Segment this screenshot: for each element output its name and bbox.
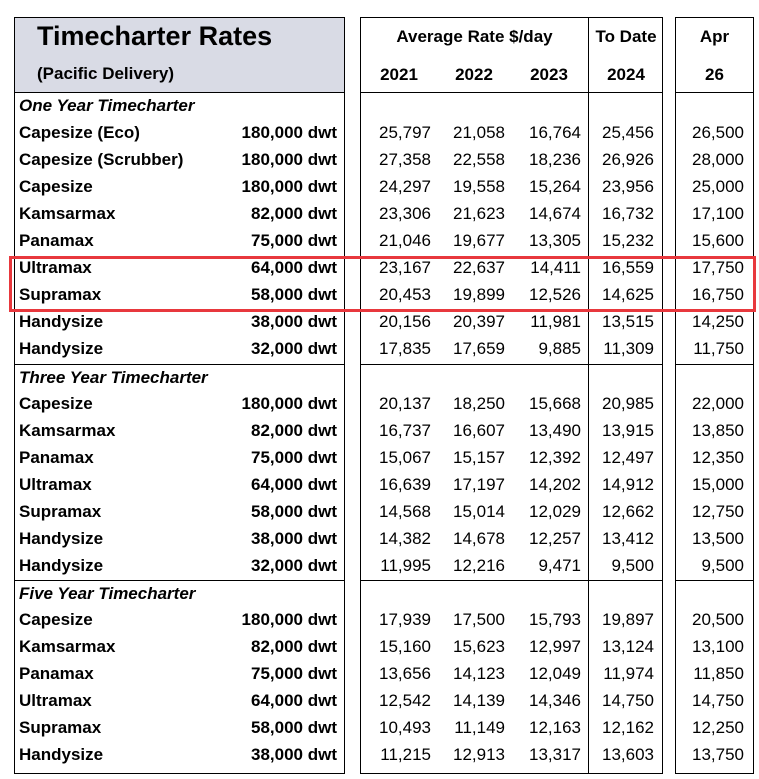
vessel-dwt: 64,000 dwt (251, 258, 337, 278)
value-apr-26: 13,100 (692, 637, 744, 656)
vessel-name: Ultramax (19, 691, 92, 711)
value-2021: 16,639 (379, 474, 431, 494)
table-row (361, 201, 662, 228)
value-2021: 20,453 (379, 285, 431, 305)
table-row (361, 499, 662, 526)
table-row (15, 661, 344, 688)
year-2021-label: 2021 (380, 65, 418, 84)
value-2022: 22,558 (453, 150, 505, 170)
section-title: Three Year Timecharter (19, 367, 208, 387)
value-2023: 15,793 (529, 609, 581, 629)
section-title: Five Year Timecharter (19, 583, 196, 603)
value-2024-to-date: 11,974 (603, 664, 654, 684)
page-title: Timecharter Rates (37, 21, 273, 51)
value-2023: 13,305 (529, 231, 581, 251)
table-row (15, 445, 344, 472)
value-2024-to-date: 13,515 (602, 312, 654, 332)
section-header-row (15, 93, 344, 120)
vessel-name: Panamax (19, 231, 94, 251)
value-apr-26: 11,850 (693, 664, 744, 684)
value-2024-to-date: 23,956 (602, 177, 654, 197)
table-row (15, 201, 344, 228)
vessel-name: Supramax (19, 718, 102, 738)
page-subtitle: (Pacific Delivery) (37, 64, 175, 83)
vessel-dwt: 180,000 dwt (241, 609, 337, 629)
table-row (676, 553, 753, 580)
value-2024-to-date: 13,412 (602, 528, 654, 548)
table-row (15, 174, 344, 201)
value-2022: 17,659 (453, 339, 505, 359)
table-row (15, 418, 344, 445)
vessel-name: Handysize (19, 528, 104, 548)
value-2022: 15,623 (453, 637, 505, 656)
vessel-name: Handysize (19, 312, 104, 332)
value-2023: 15,264 (529, 177, 581, 197)
table-row (15, 607, 344, 634)
value-2022: 14,123 (453, 664, 505, 684)
value-2021: 16,737 (379, 420, 431, 440)
value-apr-26: 14,250 (692, 312, 744, 332)
current-rate-header (676, 18, 753, 93)
table-row (676, 228, 753, 255)
value-2022: 19,558 (453, 177, 505, 197)
value-apr-26: 25,000 (692, 177, 744, 197)
value-2021: 20,137 (379, 393, 431, 413)
value-2024-to-date: 25,456 (602, 123, 654, 143)
value-2021: 12,542 (379, 691, 431, 711)
section-spacer-row (676, 580, 753, 607)
value-2021: 27,358 (379, 150, 431, 170)
value-2022: 17,197 (453, 474, 505, 494)
vessel-dwt: 180,000 dwt (241, 150, 337, 170)
value-2021: 20,156 (379, 312, 431, 332)
value-2024-to-date: 15,232 (602, 231, 654, 251)
average-rate-block (360, 17, 663, 774)
value-2022: 19,677 (453, 231, 505, 251)
vessel-dwt: 75,000 dwt (251, 447, 337, 467)
table-row (15, 526, 344, 553)
day-label: 26 (705, 65, 724, 84)
table-row (676, 418, 753, 445)
table-row (15, 147, 344, 174)
value-2021: 23,167 (379, 258, 431, 278)
table-row (676, 309, 753, 336)
value-apr-26: 12,250 (692, 718, 744, 738)
value-apr-26: 12,750 (692, 501, 744, 521)
table-row (676, 526, 753, 553)
value-2023: 13,490 (529, 420, 581, 440)
table-row (676, 607, 753, 634)
month-label: Apr (699, 27, 730, 46)
section-header-row (15, 580, 344, 607)
value-2024-to-date: 12,662 (602, 501, 654, 521)
value-2024-to-date: 13,124 (602, 637, 654, 656)
value-apr-26: 26,500 (692, 123, 744, 143)
value-2024-to-date: 26,926 (602, 150, 654, 170)
vessel-dwt: 75,000 dwt (251, 231, 337, 251)
value-apr-26: 14,750 (692, 691, 744, 711)
vessel-dwt: 180,000 dwt (241, 177, 337, 197)
value-2023: 18,236 (529, 150, 581, 170)
vessel-dwt: 58,000 dwt (251, 285, 337, 305)
vessel-dwt: 180,000 dwt (241, 123, 337, 143)
value-2024-to-date: 11,309 (603, 339, 654, 359)
vessel-dwt: 64,000 dwt (251, 474, 337, 494)
table-row (15, 634, 344, 661)
section-spacer-row (676, 364, 753, 391)
value-2024-to-date: 14,750 (602, 691, 654, 711)
value-2022: 21,058 (453, 123, 505, 143)
value-2023: 14,674 (529, 204, 581, 224)
table-row (361, 634, 662, 661)
vessel-dwt: 75,000 dwt (251, 664, 337, 684)
average-rate-header (361, 18, 662, 93)
table-row (361, 688, 662, 715)
value-2022: 21,623 (453, 204, 505, 224)
value-2021: 15,160 (379, 637, 431, 656)
value-2022: 12,216 (453, 555, 505, 575)
value-2021: 21,046 (379, 231, 431, 251)
vessel-name: Capesize (19, 609, 93, 629)
value-2021: 14,568 (379, 501, 431, 521)
value-2021: 15,067 (379, 447, 431, 467)
value-2024-to-date: 12,497 (602, 447, 654, 467)
table-row (361, 445, 662, 472)
vessel-dwt: 82,000 dwt (251, 204, 337, 224)
table-row (676, 445, 753, 472)
table-row (676, 472, 753, 499)
value-2024-to-date: 19,897 (602, 609, 654, 629)
vessel-name: Capesize (Scrubber) (19, 150, 184, 170)
value-2023: 14,346 (529, 691, 581, 711)
table-row (15, 472, 344, 499)
vessel-dwt: 38,000 dwt (251, 528, 337, 548)
year-2024-label: 2024 (607, 65, 645, 84)
value-2021: 23,306 (379, 204, 431, 224)
value-apr-26: 28,000 (692, 150, 744, 170)
title-header (15, 18, 344, 93)
value-2022: 22,637 (453, 258, 505, 278)
section-spacer-row (361, 93, 662, 120)
table-row (676, 661, 753, 688)
value-apr-26: 15,000 (692, 474, 744, 494)
vessel-name: Supramax (19, 285, 102, 305)
table-row (676, 282, 753, 309)
value-2021: 17,939 (379, 609, 431, 629)
value-2022: 12,913 (453, 745, 505, 765)
vessel-name: Handysize (19, 745, 104, 765)
table-row (15, 120, 344, 147)
table-row (361, 661, 662, 688)
current-rate-block (675, 17, 754, 774)
table-row (676, 742, 753, 769)
average-rate-label: Average Rate $/day (396, 27, 553, 46)
to-date-label: To Date (595, 27, 657, 46)
table-row (361, 120, 662, 147)
value-2022: 20,397 (453, 312, 505, 332)
table-row (15, 391, 344, 418)
value-2024-to-date: 12,162 (602, 718, 654, 738)
vessel-dwt: 180,000 dwt (241, 393, 337, 413)
vessel-dwt: 32,000 dwt (251, 339, 337, 359)
table-row (15, 499, 344, 526)
vessel-dwt: 64,000 dwt (251, 691, 337, 711)
table-row (15, 688, 344, 715)
vessel-dwt: 38,000 dwt (251, 745, 337, 765)
table-row (15, 255, 344, 282)
vessel-name: Capesize (19, 393, 93, 413)
table-row (676, 634, 753, 661)
value-2023: 12,997 (529, 637, 581, 656)
table-row (361, 526, 662, 553)
value-apr-26: 16,750 (692, 285, 744, 305)
vessel-dwt: 58,000 dwt (251, 501, 337, 521)
value-2024-to-date: 16,559 (602, 258, 654, 278)
table-row (676, 174, 753, 201)
vessel-name: Capesize (Eco) (19, 123, 140, 143)
table-row (361, 391, 662, 418)
table-row (676, 201, 753, 228)
table-row (361, 174, 662, 201)
value-2023: 12,029 (529, 501, 581, 521)
table-row (676, 715, 753, 742)
table-row (15, 309, 344, 336)
value-2022: 16,607 (453, 420, 505, 440)
vessel-dwt: 32,000 dwt (251, 555, 337, 575)
value-apr-26: 13,850 (692, 420, 744, 440)
value-2024-to-date: 16,732 (602, 204, 654, 224)
table-row (361, 553, 662, 580)
value-2024-to-date: 9,500 (611, 555, 654, 575)
section-header-row (15, 364, 344, 391)
value-2022: 11,149 (454, 718, 505, 738)
value-2023: 12,257 (529, 528, 581, 548)
value-apr-26: 20,500 (692, 609, 744, 629)
vessel-name: Supramax (19, 501, 102, 521)
value-2021: 10,493 (379, 718, 431, 738)
vessel-name: Ultramax (19, 474, 92, 494)
vessel-name: Handysize (19, 555, 104, 575)
vessel-name: Kamsarmax (19, 420, 116, 440)
table-row (361, 255, 662, 282)
vessel-column-block (14, 17, 345, 774)
value-apr-26: 22,000 (692, 393, 744, 413)
value-2022: 18,250 (453, 393, 505, 413)
vessel-name: Panamax (19, 447, 94, 467)
year-2022-label: 2022 (455, 65, 493, 84)
value-apr-26: 9,500 (701, 555, 744, 575)
value-2023: 14,202 (529, 474, 581, 494)
value-2023: 9,885 (538, 339, 581, 359)
value-apr-26: 17,100 (692, 204, 744, 224)
value-2023: 13,317 (529, 745, 581, 765)
value-2024-to-date: 13,915 (602, 420, 654, 440)
table-row (361, 336, 662, 363)
table-row (361, 282, 662, 309)
table-row (15, 228, 344, 255)
table-row (361, 742, 662, 769)
value-2021: 11,995 (380, 555, 431, 575)
value-2022: 15,014 (453, 501, 505, 521)
vessel-name: Kamsarmax (19, 637, 116, 656)
value-apr-26: 13,750 (692, 745, 744, 765)
table-row (361, 715, 662, 742)
value-2023: 16,764 (529, 123, 581, 143)
value-2023: 14,411 (530, 258, 581, 278)
table-row (15, 336, 344, 363)
value-2024-to-date: 13,603 (602, 745, 654, 765)
table-row (676, 147, 753, 174)
value-2023: 12,049 (529, 664, 581, 684)
value-2021: 17,835 (379, 339, 431, 359)
value-apr-26: 12,350 (692, 447, 744, 467)
table-row (15, 553, 344, 580)
value-2023: 12,392 (529, 447, 581, 467)
value-2023: 11,981 (530, 312, 581, 332)
vessel-name: Kamsarmax (19, 204, 116, 224)
vessel-dwt: 58,000 dwt (251, 718, 337, 738)
table-row (361, 309, 662, 336)
table-row (676, 255, 753, 282)
value-apr-26: 15,600 (692, 231, 744, 251)
table-row (15, 282, 344, 309)
value-2022: 15,157 (453, 447, 505, 467)
table-row (676, 120, 753, 147)
table-row (361, 472, 662, 499)
value-2024-to-date: 14,912 (602, 474, 654, 494)
vessel-name: Capesize (19, 177, 93, 197)
vessel-dwt: 82,000 dwt (251, 420, 337, 440)
value-2022: 17,500 (453, 609, 505, 629)
value-apr-26: 13,500 (692, 528, 744, 548)
value-2022: 19,899 (453, 285, 505, 305)
table-row (361, 607, 662, 634)
value-2022: 14,139 (453, 691, 505, 711)
table-row (361, 418, 662, 445)
value-2021: 13,656 (379, 664, 431, 684)
table-row (15, 715, 344, 742)
value-2024-to-date: 20,985 (602, 393, 654, 413)
section-title: One Year Timecharter (19, 96, 195, 115)
value-apr-26: 11,750 (693, 339, 744, 359)
value-2023: 9,471 (538, 555, 581, 575)
vessel-name: Handysize (19, 339, 104, 359)
table-row (361, 228, 662, 255)
table-row (676, 336, 753, 363)
table-row (676, 391, 753, 418)
vessel-dwt: 38,000 dwt (251, 312, 337, 332)
value-apr-26: 17,750 (692, 258, 744, 278)
table-row (676, 688, 753, 715)
value-2021: 25,797 (379, 123, 431, 143)
value-2021: 11,215 (380, 745, 431, 765)
vessel-name: Ultramax (19, 258, 92, 278)
year-2023-label: 2023 (530, 65, 568, 84)
value-2023: 15,668 (529, 393, 581, 413)
value-2023: 12,163 (529, 718, 581, 738)
value-2022: 14,678 (453, 528, 505, 548)
table-row (361, 147, 662, 174)
value-2024-to-date: 14,625 (602, 285, 654, 305)
section-spacer-row (676, 93, 753, 120)
value-2021: 14,382 (379, 528, 431, 548)
table-row (15, 742, 344, 769)
vessel-name: Panamax (19, 664, 94, 684)
section-spacer-row (361, 580, 662, 607)
table-row (676, 499, 753, 526)
value-2023: 12,526 (529, 285, 581, 305)
value-2021: 24,297 (379, 177, 431, 197)
section-spacer-row (361, 364, 662, 391)
vessel-dwt: 82,000 dwt (251, 637, 337, 656)
